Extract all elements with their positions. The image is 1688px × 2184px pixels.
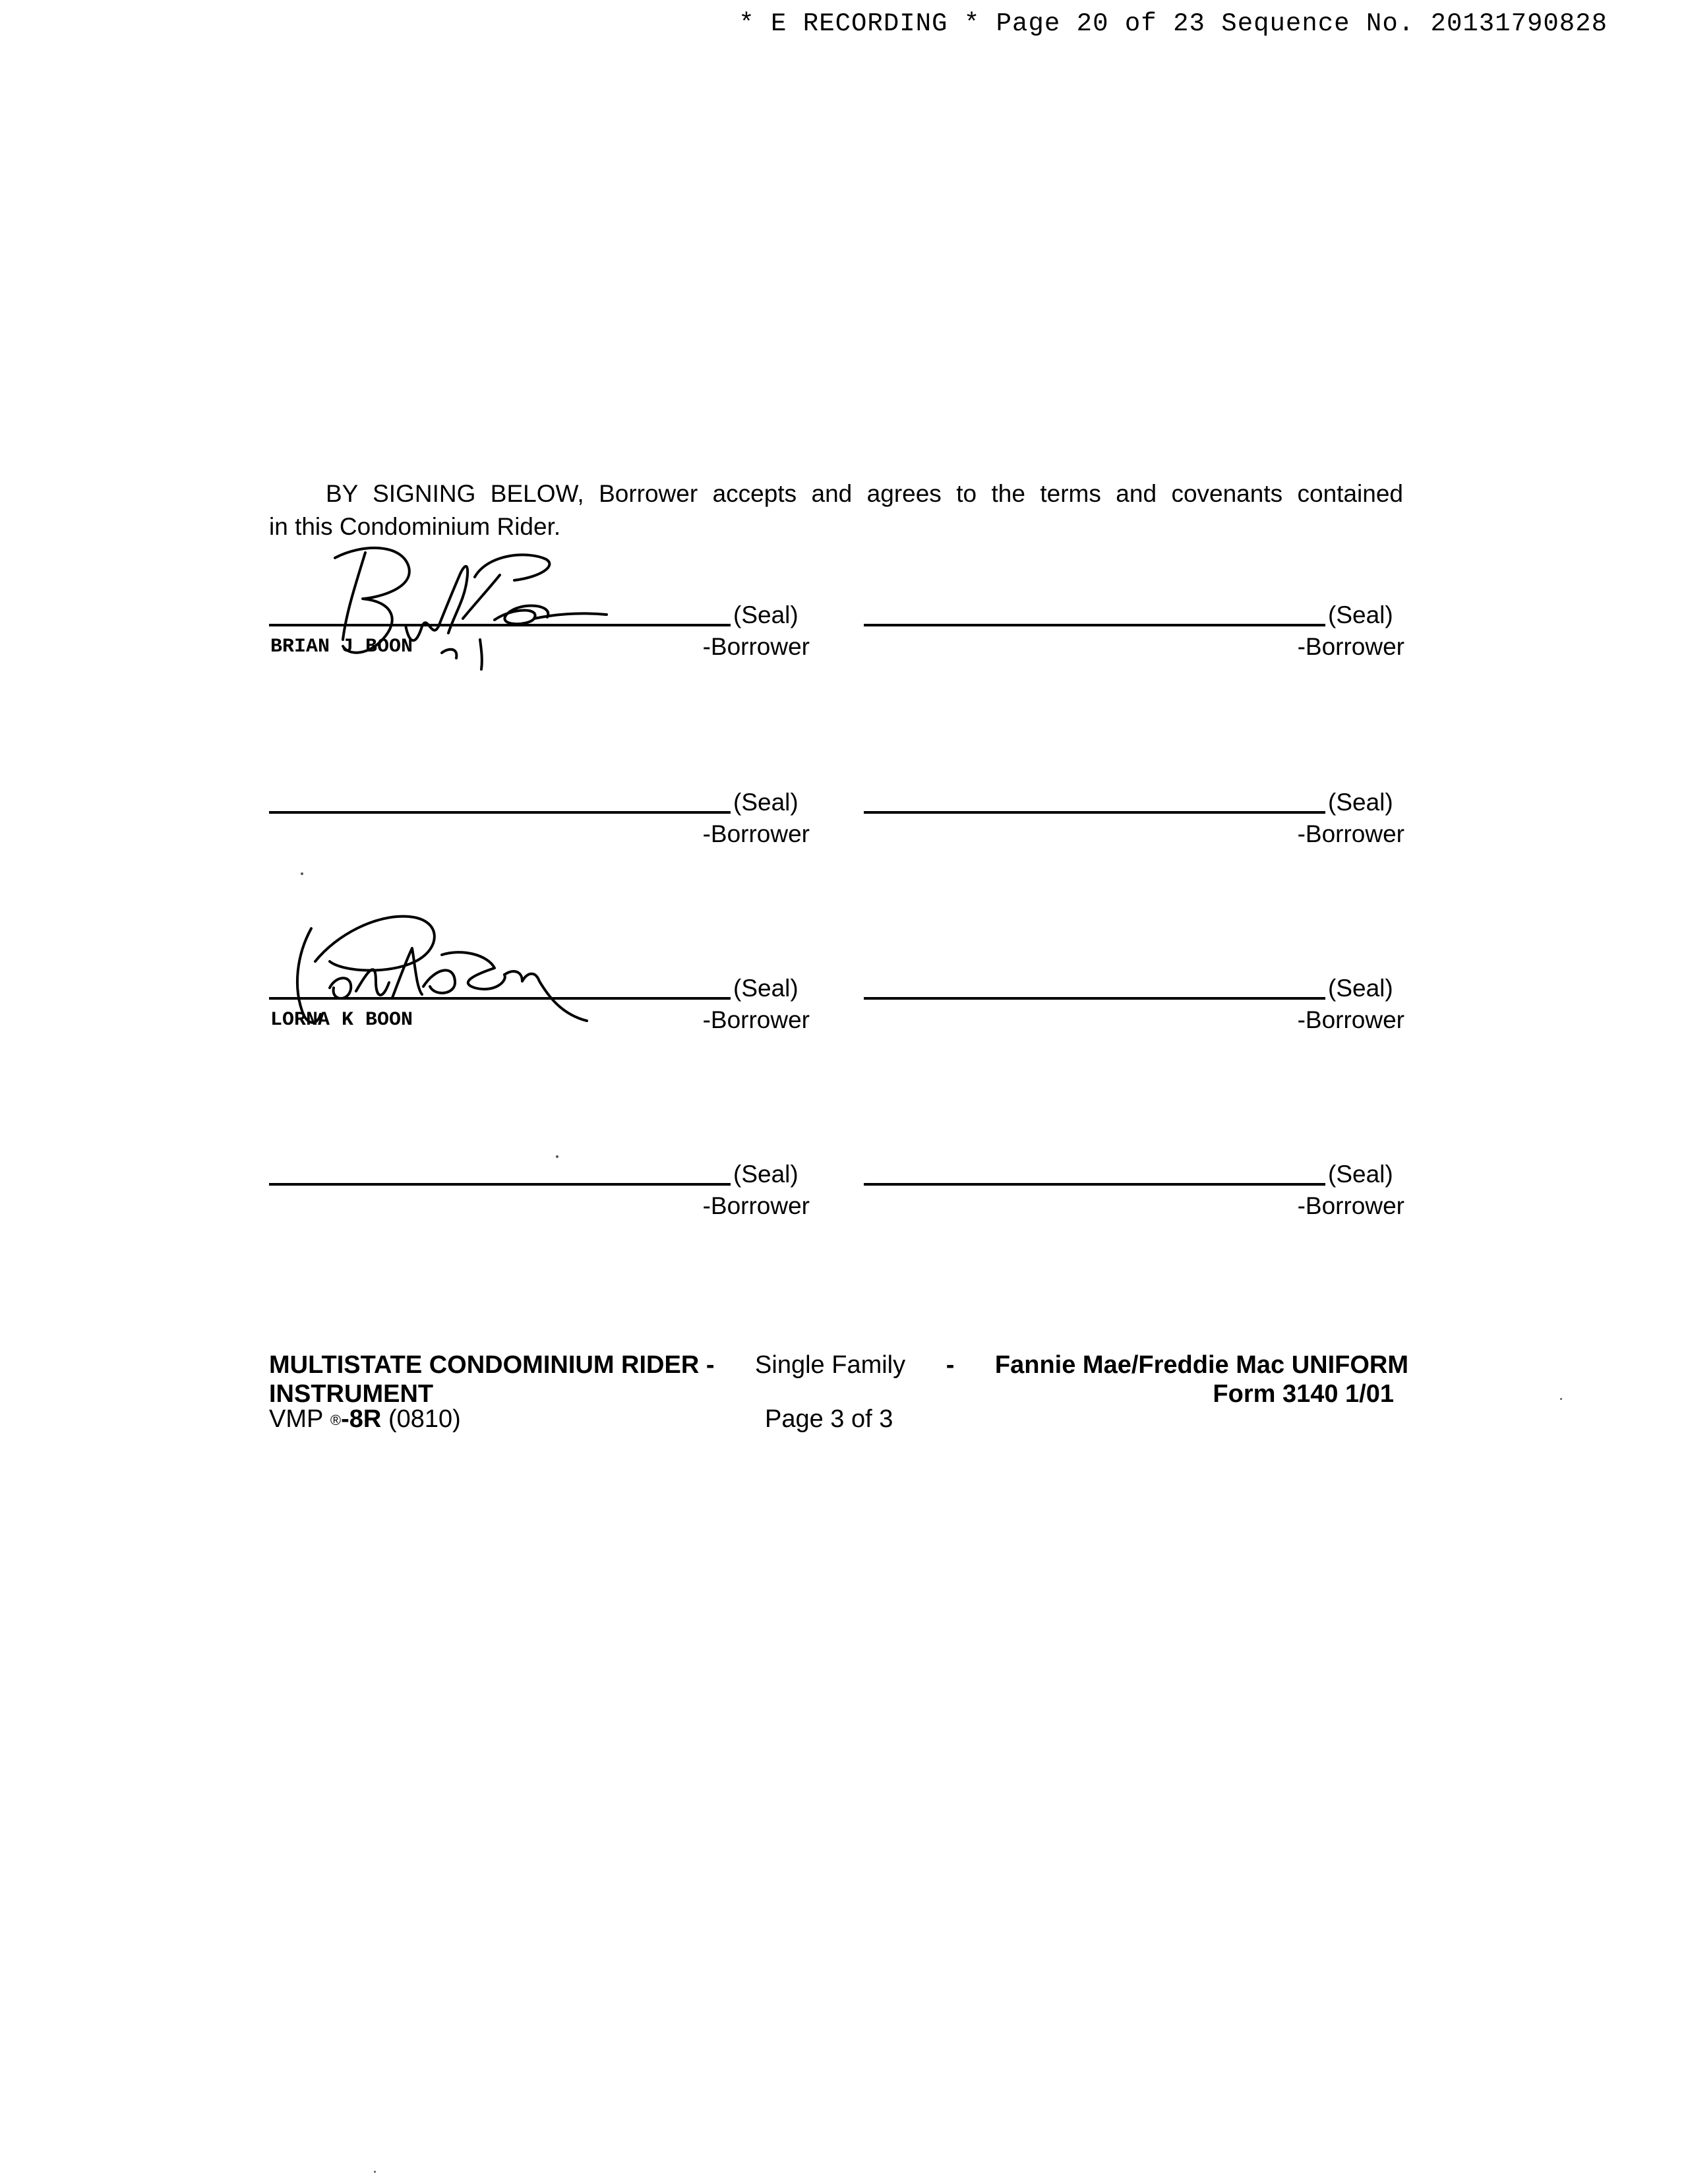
scan-speck <box>301 872 303 875</box>
borrower-label: -Borrower <box>1297 1006 1404 1033</box>
scan-speck <box>374 2171 376 2173</box>
printed-name-lorna-k-boon: LORNA K BOON <box>270 1009 413 1031</box>
form-title-dash: - <box>946 1351 955 1379</box>
form-number: Form 3140 1/01 <box>1213 1380 1394 1408</box>
signature-block-2-left <box>269 786 810 845</box>
form-title <box>269 1350 1408 1380</box>
signature-block-2-right <box>864 786 1404 845</box>
signature-block-4-right <box>864 1158 1404 1217</box>
signature-line <box>269 997 731 1000</box>
borrower-label: -Borrower <box>702 633 810 660</box>
borrower-label: -Borrower <box>702 820 810 847</box>
signature-block-4-left <box>269 1158 810 1217</box>
form-title-single-family: Single Family <box>755 1351 906 1379</box>
borrower-label: -Borrower <box>1297 633 1404 660</box>
vmp-prefix: VMP <box>269 1405 324 1433</box>
vmp-form-code: -8R <box>341 1405 382 1433</box>
scan-speck <box>1560 1398 1562 1400</box>
signature-line <box>269 1183 731 1186</box>
seal-label: (Seal) <box>733 789 799 816</box>
vmp-code <box>269 1405 461 1434</box>
seal-label: (Seal) <box>733 601 799 628</box>
signature-line <box>864 997 1325 1000</box>
signing-statement-line-1: BY SIGNING BELOW, Borrower accepts and agrees to the terms and covenants contained <box>326 480 1403 507</box>
seal-label: (Seal) <box>1328 1161 1393 1188</box>
signing-statement-line-2: in this Condominium Rider. <box>269 513 561 540</box>
printed-name-brian-j-boon: BRIAN J BOON <box>270 636 413 658</box>
signature-block-3-left <box>269 972 810 1031</box>
form-footer <box>269 1350 1408 1438</box>
signature-block-1-left <box>269 599 810 658</box>
seal-label: (Seal) <box>1328 789 1393 816</box>
form-footer-row-3 <box>269 1405 1408 1438</box>
borrower-label: -Borrower <box>702 1006 810 1033</box>
form-title-uniform: Fannie Mae/Freddie Mac UNIFORM <box>994 1351 1408 1379</box>
form-title-rider: MULTISTATE CONDOMINIUM RIDER - <box>269 1351 715 1379</box>
signature-line <box>864 811 1325 814</box>
signature-line <box>864 1183 1325 1186</box>
scan-speck <box>556 1155 558 1158</box>
vmp-suffix: (0810) <box>388 1405 461 1433</box>
borrower-label: -Borrower <box>1297 1192 1404 1219</box>
seal-label: (Seal) <box>1328 975 1393 1002</box>
form-title-instrument: INSTRUMENT <box>269 1380 434 1408</box>
registered-mark: ® <box>330 1412 342 1428</box>
signing-statement <box>269 477 1403 543</box>
seal-label: (Seal) <box>1328 601 1393 628</box>
signature-line <box>269 624 731 626</box>
signature-line <box>864 624 1325 626</box>
recording-header: * E RECORDING * Page 20 of 23 Sequence No. 20131790828 <box>738 9 1608 38</box>
seal-label: (Seal) <box>733 975 799 1002</box>
signature-block-3-right <box>864 972 1404 1031</box>
page-number: Page 3 of 3 <box>765 1405 893 1433</box>
signature-block-1-right <box>864 599 1404 658</box>
borrower-label: -Borrower <box>702 1192 810 1219</box>
seal-label: (Seal) <box>733 1161 799 1188</box>
borrower-label: -Borrower <box>1297 820 1404 847</box>
signature-line <box>269 811 731 814</box>
